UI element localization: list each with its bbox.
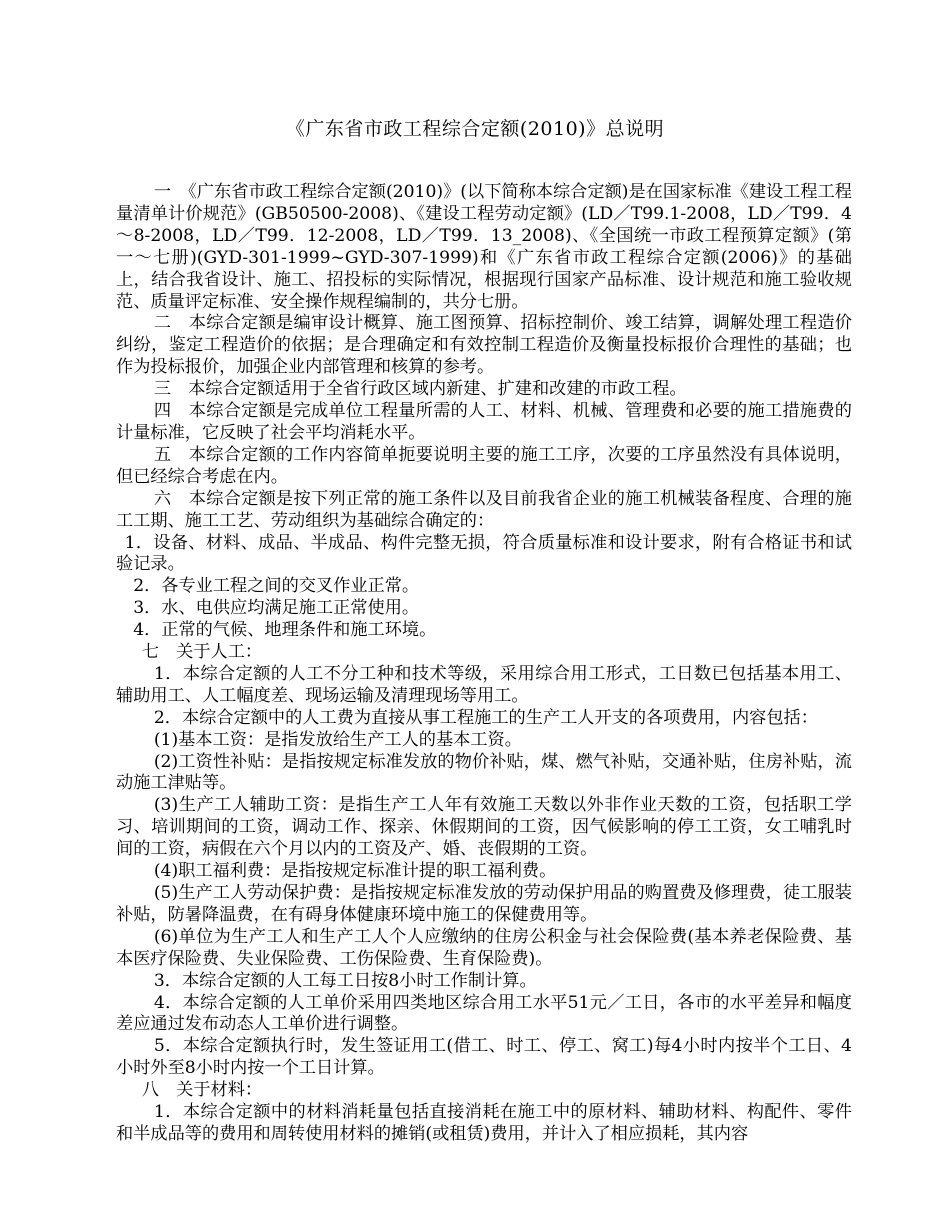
paragraph-2-purpose: 二 本综合定额是编审设计概算、施工图预算、招标控制价、竣工结算，调解处理工程造价纠纷，鉴定工程造价的依据；是合理确定和有效控制工程造价及衡量投标报价合理性的基础；也作为投标报价，加强企业内部管理和核算的参考。 <box>116 313 852 378</box>
paragraph-4-standard: 四 本综合定额是完成单位工程量所需的人工、材料、机械、管理费和必要的施工措施费的计量标准，它反映了社会平均消耗水平。 <box>116 401 852 443</box>
condition-item-3: 3．水、电供应均满足施工正常使用。 <box>133 598 420 619</box>
section-7-heading: 七 关于人工： <box>141 642 263 663</box>
labor-subitem-2: (2)工资性补贴：是指按规定标准发放的物价补贴，煤、燃气补贴，交通补贴，住房补贴，流动施工津贴等。 <box>116 751 852 794</box>
paragraph-6-conditions: 六 本综合定额是按下列正常的施工条件以及目前我省企业的施工机械装备程度、合理的施工工期、施工工艺、劳动组织为基础综合确定的： <box>116 488 852 531</box>
paragraph-3-scope: 三 本综合定额适用于全省行政区域内新建、扩建和改建的市政工程。 <box>153 379 687 400</box>
document-body <box>116 182 852 1146</box>
labor-subitem-4: (4)职工福利费：是指按规定标准计提的职工福利费。 <box>153 861 557 882</box>
labor-item-4: 4．本综合定额的人工单价采用四类地区综合用工水平51元／工日，各市的水平差异和幅度差应通过发布动态人工单价进行调整。 <box>116 992 852 1035</box>
paragraph-1-basis: 一 《广东省市政工程综合定额(2010)》(以下简称本综合定额)是在国家标准《建设工程工程量清单计价规范》(GB50500-2008)、《建设工程劳动定额》(LD／T99.1-2008，LD／T99．4～8-2008，LD／T99．12-2008，LD／T99．13_2008)、《全国统一市政工程预算定额》(第一～七册)(GYD-301-1999~GYD-307-1999)和《广东省市政工程综合定额(2006)》的基础上，结合我省设计、施工、招投标的实际情况，根据现行国家产品标准、设计规范和施工验收规范、质量评定标准、安全操作规程编制的，共分七册。 <box>116 182 852 312</box>
condition-item-2: 2．各专业工程之间的交叉作业正常。 <box>133 576 420 597</box>
document-title: 《广东省市政工程综合定额(2010)》总说明 <box>285 118 665 140</box>
material-item-1: 1．本综合定额中的材料消耗量包括直接消耗在施工中的原材料、辅助材料、构配件、零件和半成品等的费用和周转使用材料的摊销(或租赁)费用，并计入了相应损耗，其内容 <box>116 1102 852 1144</box>
labor-subitem-3: (3)生产工人辅助工资：是指生产工人年有效施工天数以外非作业天数的工资，包括职工学习、培训期间的工资，调动工作、探亲、休假期间的工资，因气候影响的停工工资，女工哺乳时间的工资，病假在六个月以内的工资及产、婚、丧假期的工资。 <box>116 795 852 860</box>
labor-subitem-5: (5)生产工人劳动保护费：是指按规定标准发放的劳动保护用品的购置费及修理费，徒工服装补贴，防暑降温费，在有碍身体健康环境中施工的保健费用等。 <box>116 883 852 925</box>
labor-item-5: 5．本综合定额执行时，发生签证用工(借工、时工、停工、窝工)每4小时内按半个工日、4小时外至8小时内按一个工日计算。 <box>116 1036 852 1079</box>
labor-item-2: 2．本综合定额中的人工费为直接从事工程施工的生产工人开支的各项费用，内容包括： <box>153 707 818 728</box>
section-8-heading: 八 关于材料： <box>141 1080 263 1101</box>
paragraph-5-work-content: 五 本综合定额的工作内容简单扼要说明主要的施工工序，次要的工序虽然没有具体说明，但已经综合考虑在内。 <box>116 444 852 487</box>
labor-subitem-6: (6)单位为生产工人和生产工人个人应缴纳的住房公积金与社会保险费(基本养老保险费、基本医疗保险费、失业保险费、工伤保险费、生育保险费)。 <box>116 926 852 969</box>
condition-item-1: 1．设备、材料、成品、半成品、构件完整无损，符合质量标准和设计要求，附有合格证书和试验记录。 <box>116 532 852 575</box>
labor-subitem-1: (1)基本工资：是指发放给生产工人的基本工资。 <box>153 729 522 750</box>
labor-item-1: 1．本综合定额的人工不分工种和技术等级，采用综合用工形式，工日数已包括基本用工、辅助用工、人工幅度差、现场运输及清理现场等用工。 <box>116 663 852 706</box>
condition-item-4: 4．正常的气候、地理条件和施工环境。 <box>133 620 437 641</box>
labor-item-3: 3．本综合定额的人工每工日按8小时工作制计算。 <box>153 970 537 991</box>
